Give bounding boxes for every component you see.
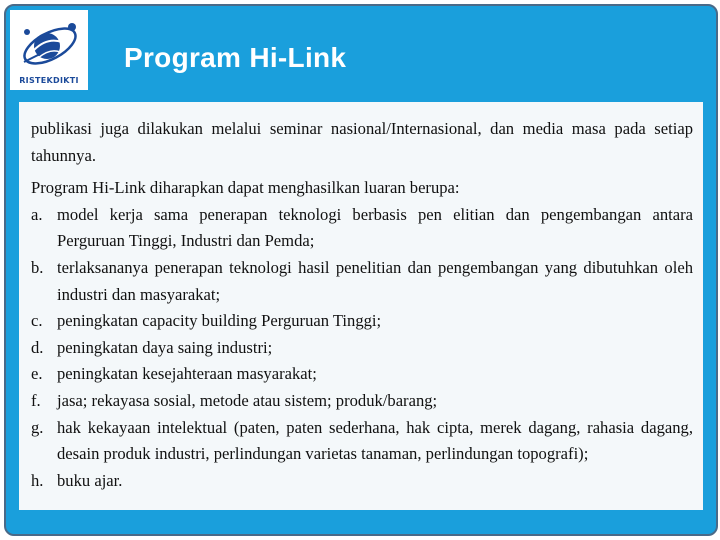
list-item-marker: b. — [31, 257, 44, 277]
list-item-marker: f. — [31, 390, 41, 410]
list-item-text: hak kekayaan intelektual (paten, paten sederhana, hak cipta, merek dagang, rahasia dagang, desain produk industri, perlindungan varietas tanaman, perlindungan topografi); — [57, 417, 693, 464]
list-item — [31, 468, 693, 495]
intro-paragraph: publikasi juga dilakukan melalui seminar nasional/Internasional, dan media masa pada setiap tahunnya. — [31, 119, 693, 165]
content-panel — [19, 102, 703, 510]
list-item — [31, 361, 693, 388]
logo-emblem-icon — [10, 10, 88, 76]
list-item — [31, 335, 693, 362]
list-item-marker: h. — [31, 470, 44, 490]
list-item-marker: g. — [31, 417, 44, 437]
list-item-text: terlaksananya penerapan teknologi hasil penelitian dan pengembangan yang dibutuhkan oleh industri dan masyarakat; — [57, 257, 693, 304]
ristekdikti-logo — [10, 10, 88, 90]
lead-paragraph: Program Hi-Link diharapkan dapat menghasilkan luaran berupa: — [31, 178, 460, 198]
page-title: Program Hi-Link — [124, 42, 347, 73]
list-item-text: jasa; rekayasa sosial, metode atau sistem; produk/barang; — [57, 390, 438, 410]
list-item — [31, 415, 693, 468]
list-item-text: peningkatan capacity building Perguruan Tinggi; — [57, 311, 382, 331]
slide — [4, 4, 718, 536]
list-item-marker: c. — [31, 311, 43, 331]
list-item-text: buku ajar. — [57, 470, 123, 490]
list-item — [31, 255, 693, 308]
list-item-text: peningkatan daya saing industri; — [57, 337, 273, 357]
list-item — [31, 202, 693, 255]
logo-text: RISTEKDIKTI — [19, 76, 79, 85]
list-item — [31, 308, 693, 335]
list-item-marker: a. — [31, 204, 43, 224]
list-item — [31, 388, 693, 415]
list-item-text: model kerja sama penerapan teknologi berbasis pen elitian dan pengembangan antara Perguruan Tinggi, Industri dan Pemda; — [57, 204, 693, 251]
document-text — [31, 116, 693, 494]
list-item-marker: e. — [31, 364, 43, 384]
list-item-marker: d. — [31, 337, 44, 357]
list-item-text: peningkatan kesejahteraan masyarakat; — [57, 364, 317, 384]
output-list — [31, 202, 693, 495]
